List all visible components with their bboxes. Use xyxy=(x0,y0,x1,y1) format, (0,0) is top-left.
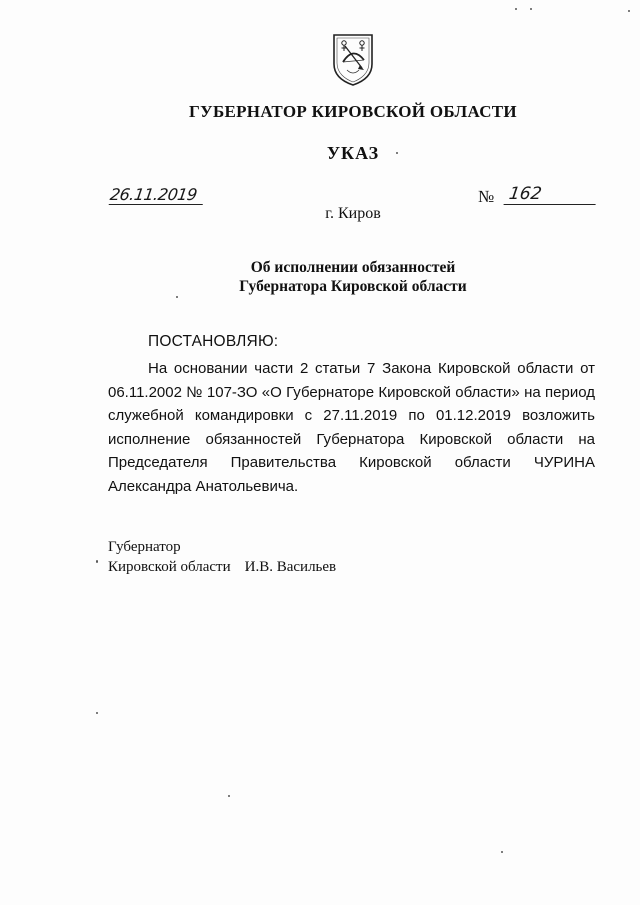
scan-speck xyxy=(501,851,503,853)
document-type: УКАЗ xyxy=(326,143,380,163)
coat-of-arms-icon xyxy=(331,32,375,86)
scan-speck xyxy=(515,8,517,10)
signatory-position-line2: Кировской области xyxy=(108,559,231,575)
scan-speck xyxy=(96,712,98,714)
decree-body-paragraph: На основании части 2 статьи 7 Закона Кировской области от 06.11.2002 № 107-ЗО «О Губернаторе Кировской области» на период служебной командировки с 27.11.2019 по 01.12.2019 возложить исполнение обязанностей Губернатора Кировской области на Председателя Правительства Кировской области ЧУРИНА Александра Анатольевича. xyxy=(108,360,595,495)
decree-title xyxy=(0,258,640,296)
signature-block xyxy=(108,537,336,577)
signature-row xyxy=(108,557,336,577)
decree-date: 26.11.2019 xyxy=(109,186,206,205)
scan-speck xyxy=(228,795,230,797)
scan-speck xyxy=(176,296,178,298)
number-sign: № xyxy=(478,187,495,206)
signatory-position-line1: Губернатор xyxy=(108,539,181,555)
scan-speck xyxy=(628,10,630,12)
scan-speck xyxy=(96,560,98,563)
decree-title-line1: Об исполнении обязанностей xyxy=(250,259,456,276)
issue-city: г. Киров xyxy=(325,205,381,222)
decree-title-line2: Губернатора Кировской области xyxy=(239,278,467,295)
issuing-authority: ГУБЕРНАТОР КИРОВСКОЙ ОБЛАСТИ xyxy=(189,102,517,121)
scan-speck xyxy=(530,8,532,10)
signatory-name: И.В. Васильев xyxy=(244,559,337,575)
scan-speck xyxy=(396,152,398,154)
decree-number: 162 xyxy=(504,184,599,205)
resolve-heading: ПОСТАНОВЛЯЮ: xyxy=(148,333,279,350)
